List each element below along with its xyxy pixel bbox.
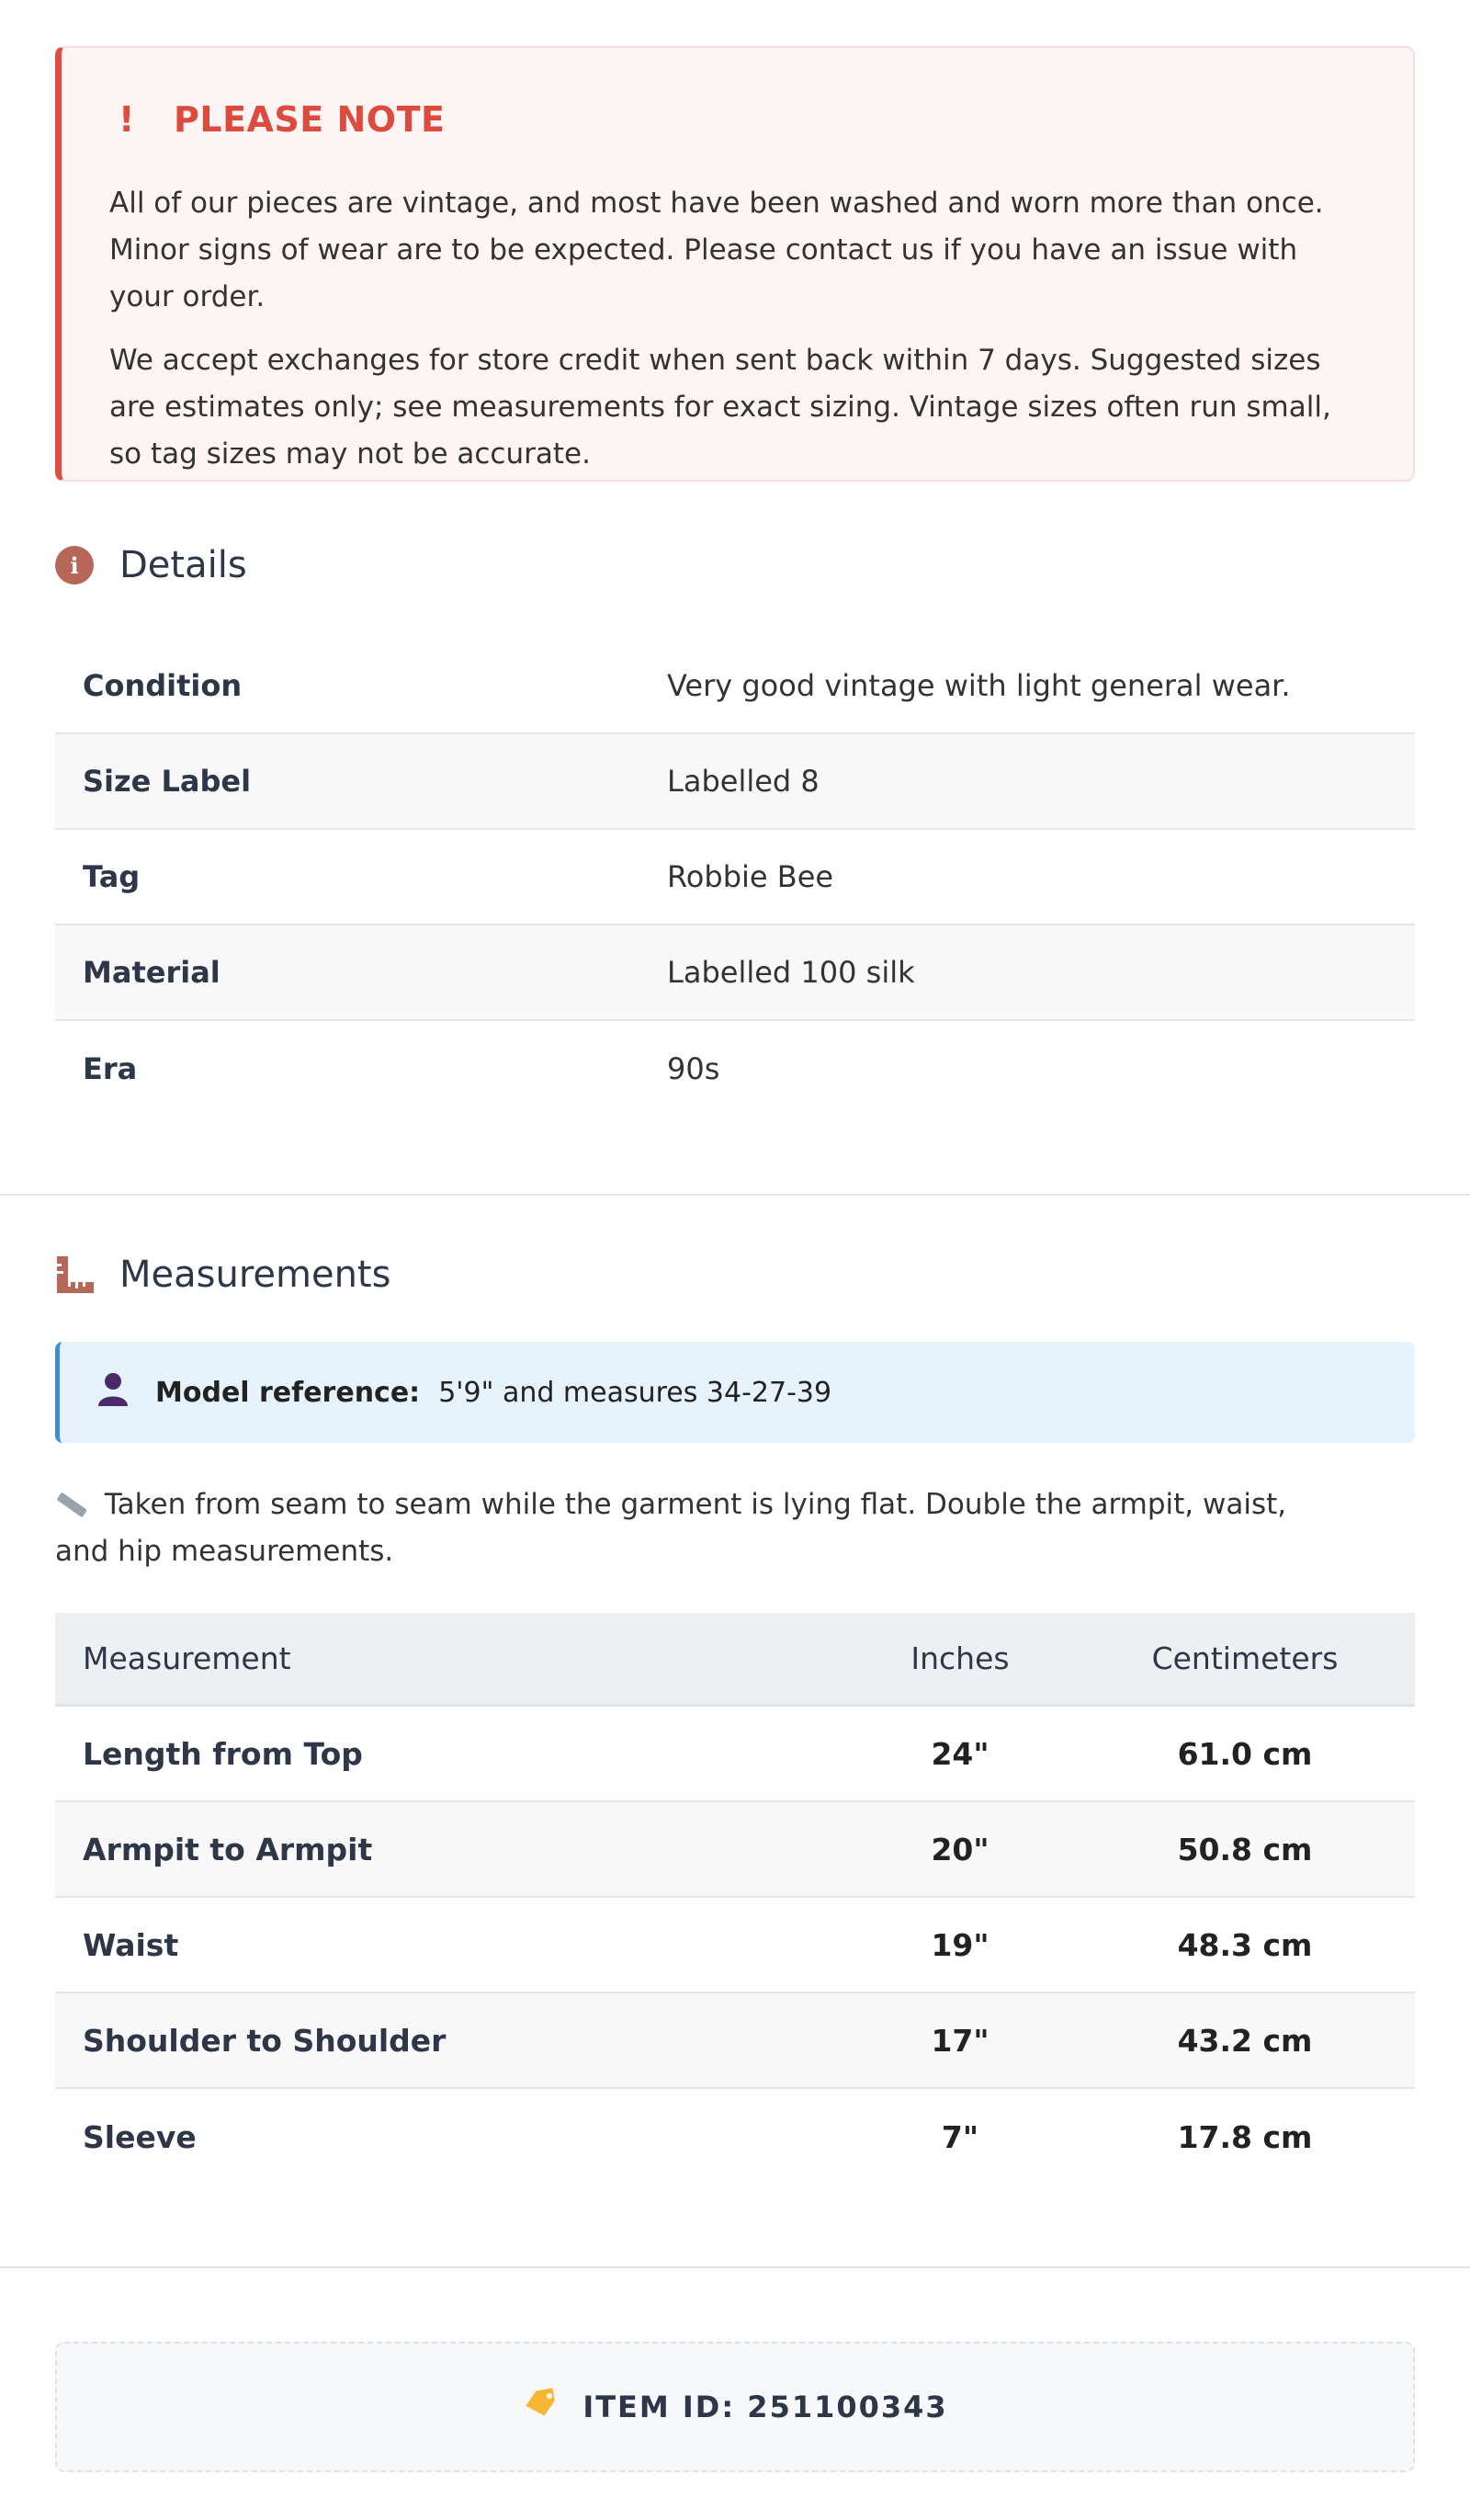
measurement-cm: 43.2 cm	[1177, 2022, 1313, 2059]
detail-value: Robbie Bee	[667, 859, 834, 894]
tag-icon	[522, 2387, 559, 2427]
table-row	[55, 1021, 1415, 1117]
person-icon	[96, 1371, 130, 1413]
details-title: Details	[119, 544, 247, 586]
detail-label: Condition	[83, 668, 243, 703]
detail-value: 90s	[667, 1051, 720, 1086]
model-reference-label: Model reference:	[155, 1376, 421, 1409]
detail-label: Tag	[83, 859, 141, 894]
measurements-title: Measurements	[119, 1254, 391, 1296]
measurement-name: Shoulder to Shoulder	[83, 2022, 447, 2059]
details-heading	[55, 542, 247, 588]
section-divider	[0, 1194, 1470, 1196]
item-id-box	[55, 2342, 1415, 2472]
measurement-cm: 50.8 cm	[1177, 1831, 1313, 1867]
model-reference-box	[55, 1342, 1415, 1443]
table-row	[55, 1898, 1415, 1993]
measurement-inches: 24"	[931, 1735, 989, 1772]
measurements-heading	[55, 1252, 390, 1298]
table-row	[55, 2089, 1415, 2185]
info-icon: i	[55, 546, 119, 585]
detail-label: Era	[83, 1051, 138, 1086]
table-header-row	[55, 1613, 1415, 1707]
measurement-name: Armpit to Armpit	[83, 1831, 373, 1867]
notice-box	[55, 46, 1415, 482]
measurement-name: Length from Top	[83, 1735, 363, 1772]
item-id-label: ITEM ID: 251100343	[582, 2389, 948, 2424]
notice-title: PLEASE NOTE	[174, 99, 446, 140]
exclamation-icon: !	[119, 99, 135, 140]
ruler-pencil-icon	[55, 1488, 105, 1521]
table-row	[55, 734, 1415, 830]
table-row	[55, 1993, 1415, 2089]
measurement-cm: 61.0 cm	[1177, 1735, 1313, 1772]
column-header: Measurement	[83, 1640, 291, 1676]
measurements-table	[55, 1613, 1415, 2185]
section-divider	[0, 2266, 1470, 2268]
notice-paragraph-1: All of our pieces are vintage, and most have been washed and worn more than once. Minor signs of wear are to be expected. Please contact us if you have an issue with your order.	[109, 187, 1324, 313]
notice-paragraph-2: We accept exchanges for store credit when sent back within 7 days. Suggested sizes are estimates only; see measurements for exact sizing. Vintage sizes often run small, so tag sizes may not be accurate.	[109, 344, 1331, 471]
measurement-note-text: Taken from seam to seam while the garment is lying flat. Double the armpit, waist, and hip measurements.	[55, 1488, 1287, 1568]
measurement-inches: 17"	[931, 2022, 989, 2059]
measurement-name: Sleeve	[83, 2118, 197, 2155]
table-row	[55, 830, 1415, 925]
model-reference-value: 5'9" and measures 34-27-39	[438, 1376, 832, 1409]
measurement-cm: 48.3 cm	[1177, 1926, 1313, 1963]
measurement-cm: 17.8 cm	[1177, 2118, 1313, 2155]
column-header: Centimeters	[1151, 1640, 1339, 1676]
detail-value: Labelled 8	[667, 764, 820, 799]
detail-value: Labelled 100 silk	[667, 955, 915, 990]
measurement-inches: 20"	[931, 1831, 989, 1867]
table-row	[55, 1802, 1415, 1898]
table-row	[55, 639, 1415, 734]
detail-value: Very good vintage with light general wear.	[667, 668, 1291, 703]
detail-label: Material	[83, 955, 220, 990]
measurement-inches: 19"	[931, 1926, 989, 1963]
column-header: Inches	[910, 1640, 1010, 1676]
measurement-inches: 7"	[941, 2118, 979, 2155]
table-row	[55, 1707, 1415, 1802]
details-table	[55, 639, 1415, 1117]
notice-header	[109, 101, 1365, 138]
detail-label: Size Label	[83, 764, 252, 799]
table-row	[55, 925, 1415, 1021]
ruler-icon	[55, 1254, 119, 1295]
measurement-name: Waist	[83, 1926, 179, 1963]
measurement-note	[55, 1481, 1341, 1575]
